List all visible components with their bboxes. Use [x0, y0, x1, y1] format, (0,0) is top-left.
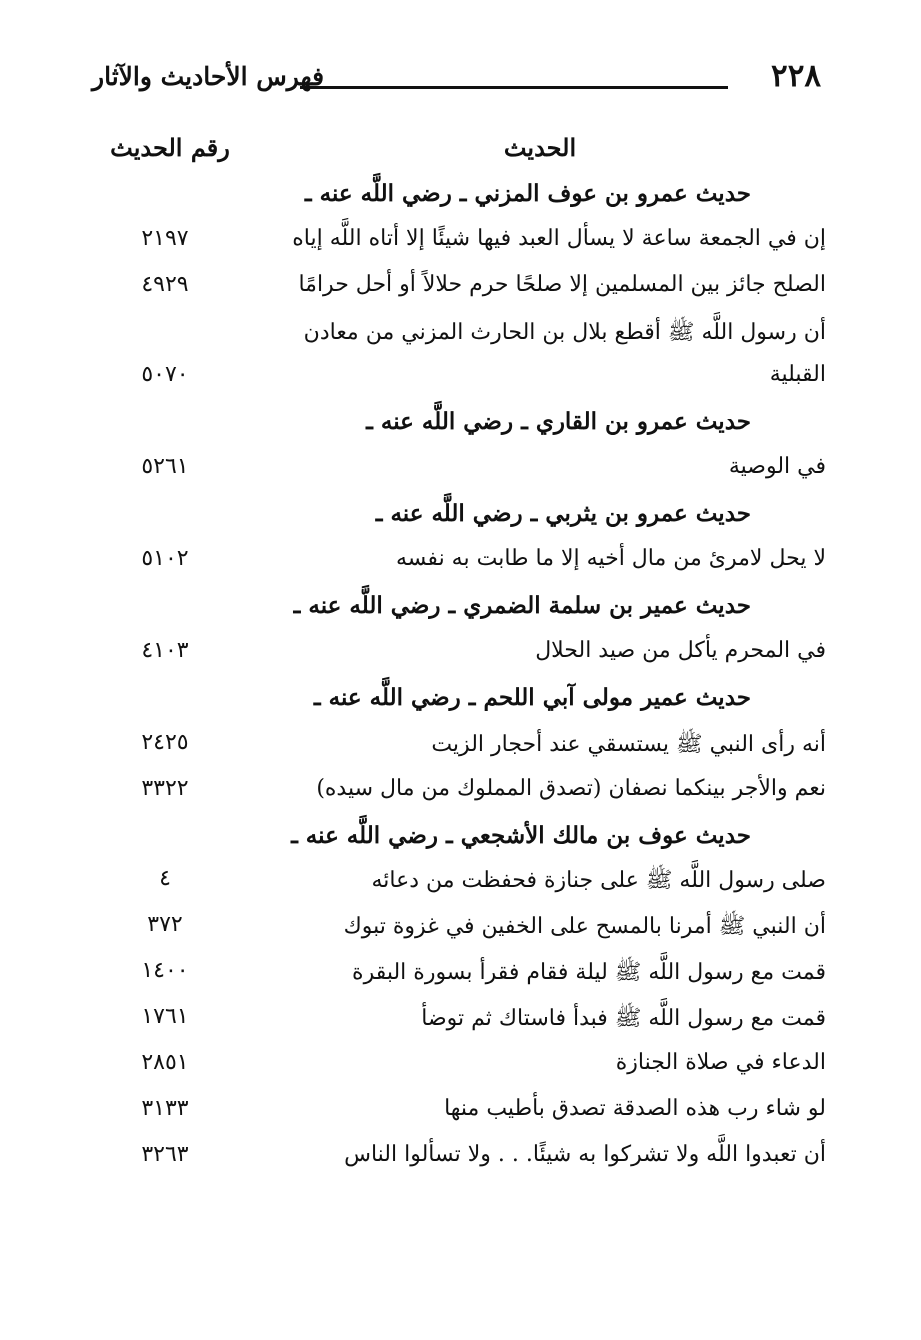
hadith-number: ٢٤٢٥ [141, 730, 189, 755]
hadith-text: قمت مع رسول اللَّه ﷺ فبدأ فاستاك ثم توضأ [421, 1006, 826, 1031]
hadith-number: ١٧٦١ [141, 1004, 189, 1029]
section-title: حديث عمير مولى آبي اللحم ـ رضي اللَّه عنه ـ [313, 684, 751, 711]
hadith-text: صلى رسول اللَّه ﷺ على جنازة فحفظت من دعائه [371, 868, 826, 893]
hadith-number: ٤٩٢٩ [141, 272, 189, 297]
hadith-text: في الوصية [728, 454, 826, 479]
hadith-text: أنه رأى النبي ﷺ يستسقي عند أحجار الزيت [431, 732, 826, 757]
section-title: حديث عوف بن مالك الأشجعي ـ رضي اللَّه عنه ـ [291, 822, 751, 849]
hadith-text: الصلح جائز بين المسلمين إلا صلحًا حرم حلالاً أو أحل حرامًا [298, 272, 826, 297]
hadith-number: ٥١٠٢ [141, 546, 189, 571]
hadith-text: أن رسول اللَّه ﷺ أقطع بلال بن الحارث المزني من معادن [303, 320, 826, 345]
column-header-hadith: الحديث [503, 133, 577, 162]
hadith-text: لا يحل لامرئ من مال أخيه إلا ما طابت به نفسه [396, 546, 826, 571]
hadith-number: ٤١٠٣ [141, 638, 189, 663]
hadith-number: ٥٢٦١ [141, 454, 189, 479]
hadith-number: ٢١٩٧ [141, 226, 189, 251]
section-title: حديث عمير بن سلمة الضمري ـ رضي اللَّه عنه ـ [293, 592, 751, 619]
hadith-text: إن في الجمعة ساعة لا يسأل العبد فيها شيئًا إلا أتاه اللَّه إياه [292, 226, 826, 251]
section-title: حديث عمرو بن عوف المزني ـ رضي اللَّه عنه ـ [304, 180, 751, 207]
hadith-number: ٣١٣٣ [141, 1096, 189, 1121]
hadith-text: قمت مع رسول اللَّه ﷺ ليلة فقام فقرأ بسورة البقرة [352, 960, 826, 985]
hadith-number: ٣٣٢٢ [141, 776, 189, 801]
page-header [0, 58, 921, 108]
section-title: حديث عمرو بن القاري ـ رضي اللَّه عنه ـ [366, 408, 751, 435]
hadith-text: نعم والأجر بينكما نصفان (تصدق المملوك من مال سيده) [316, 776, 826, 801]
hadith-number: ٥٠٧٠ [141, 362, 189, 387]
page-title: فهرس الأحاديث والآثار [92, 62, 325, 91]
section-title: حديث عمرو بن يثربي ـ رضي اللَّه عنه ـ [375, 500, 751, 527]
header-rule [300, 86, 728, 89]
hadith-text: أن تعبدوا اللَّه ولا تشركوا به شيئًا. . . ولا تسألوا الناس [344, 1142, 826, 1167]
hadith-text: القبلية [769, 362, 826, 387]
hadith-number: ٣٧٢ [147, 912, 183, 937]
column-header-number: رقم الحديث [110, 133, 230, 162]
page-number: ٢٢٨ [771, 58, 821, 94]
hadith-number: ٢٨٥١ [141, 1050, 189, 1075]
hadith-number: ٤ [159, 866, 171, 891]
hadith-number: ٣٢٦٣ [141, 1142, 189, 1167]
hadith-text: في المحرم يأكل من صيد الحلال [535, 638, 826, 663]
hadith-text: لو شاء رب هذه الصدقة تصدق بأطيب منها [444, 1096, 826, 1121]
hadith-text: أن النبي ﷺ أمرنا بالمسح على الخفين في غزوة تبوك [343, 914, 826, 939]
hadith-text: الدعاء في صلاة الجنازة [615, 1050, 826, 1075]
hadith-number: ١٤٠٠ [141, 958, 189, 983]
